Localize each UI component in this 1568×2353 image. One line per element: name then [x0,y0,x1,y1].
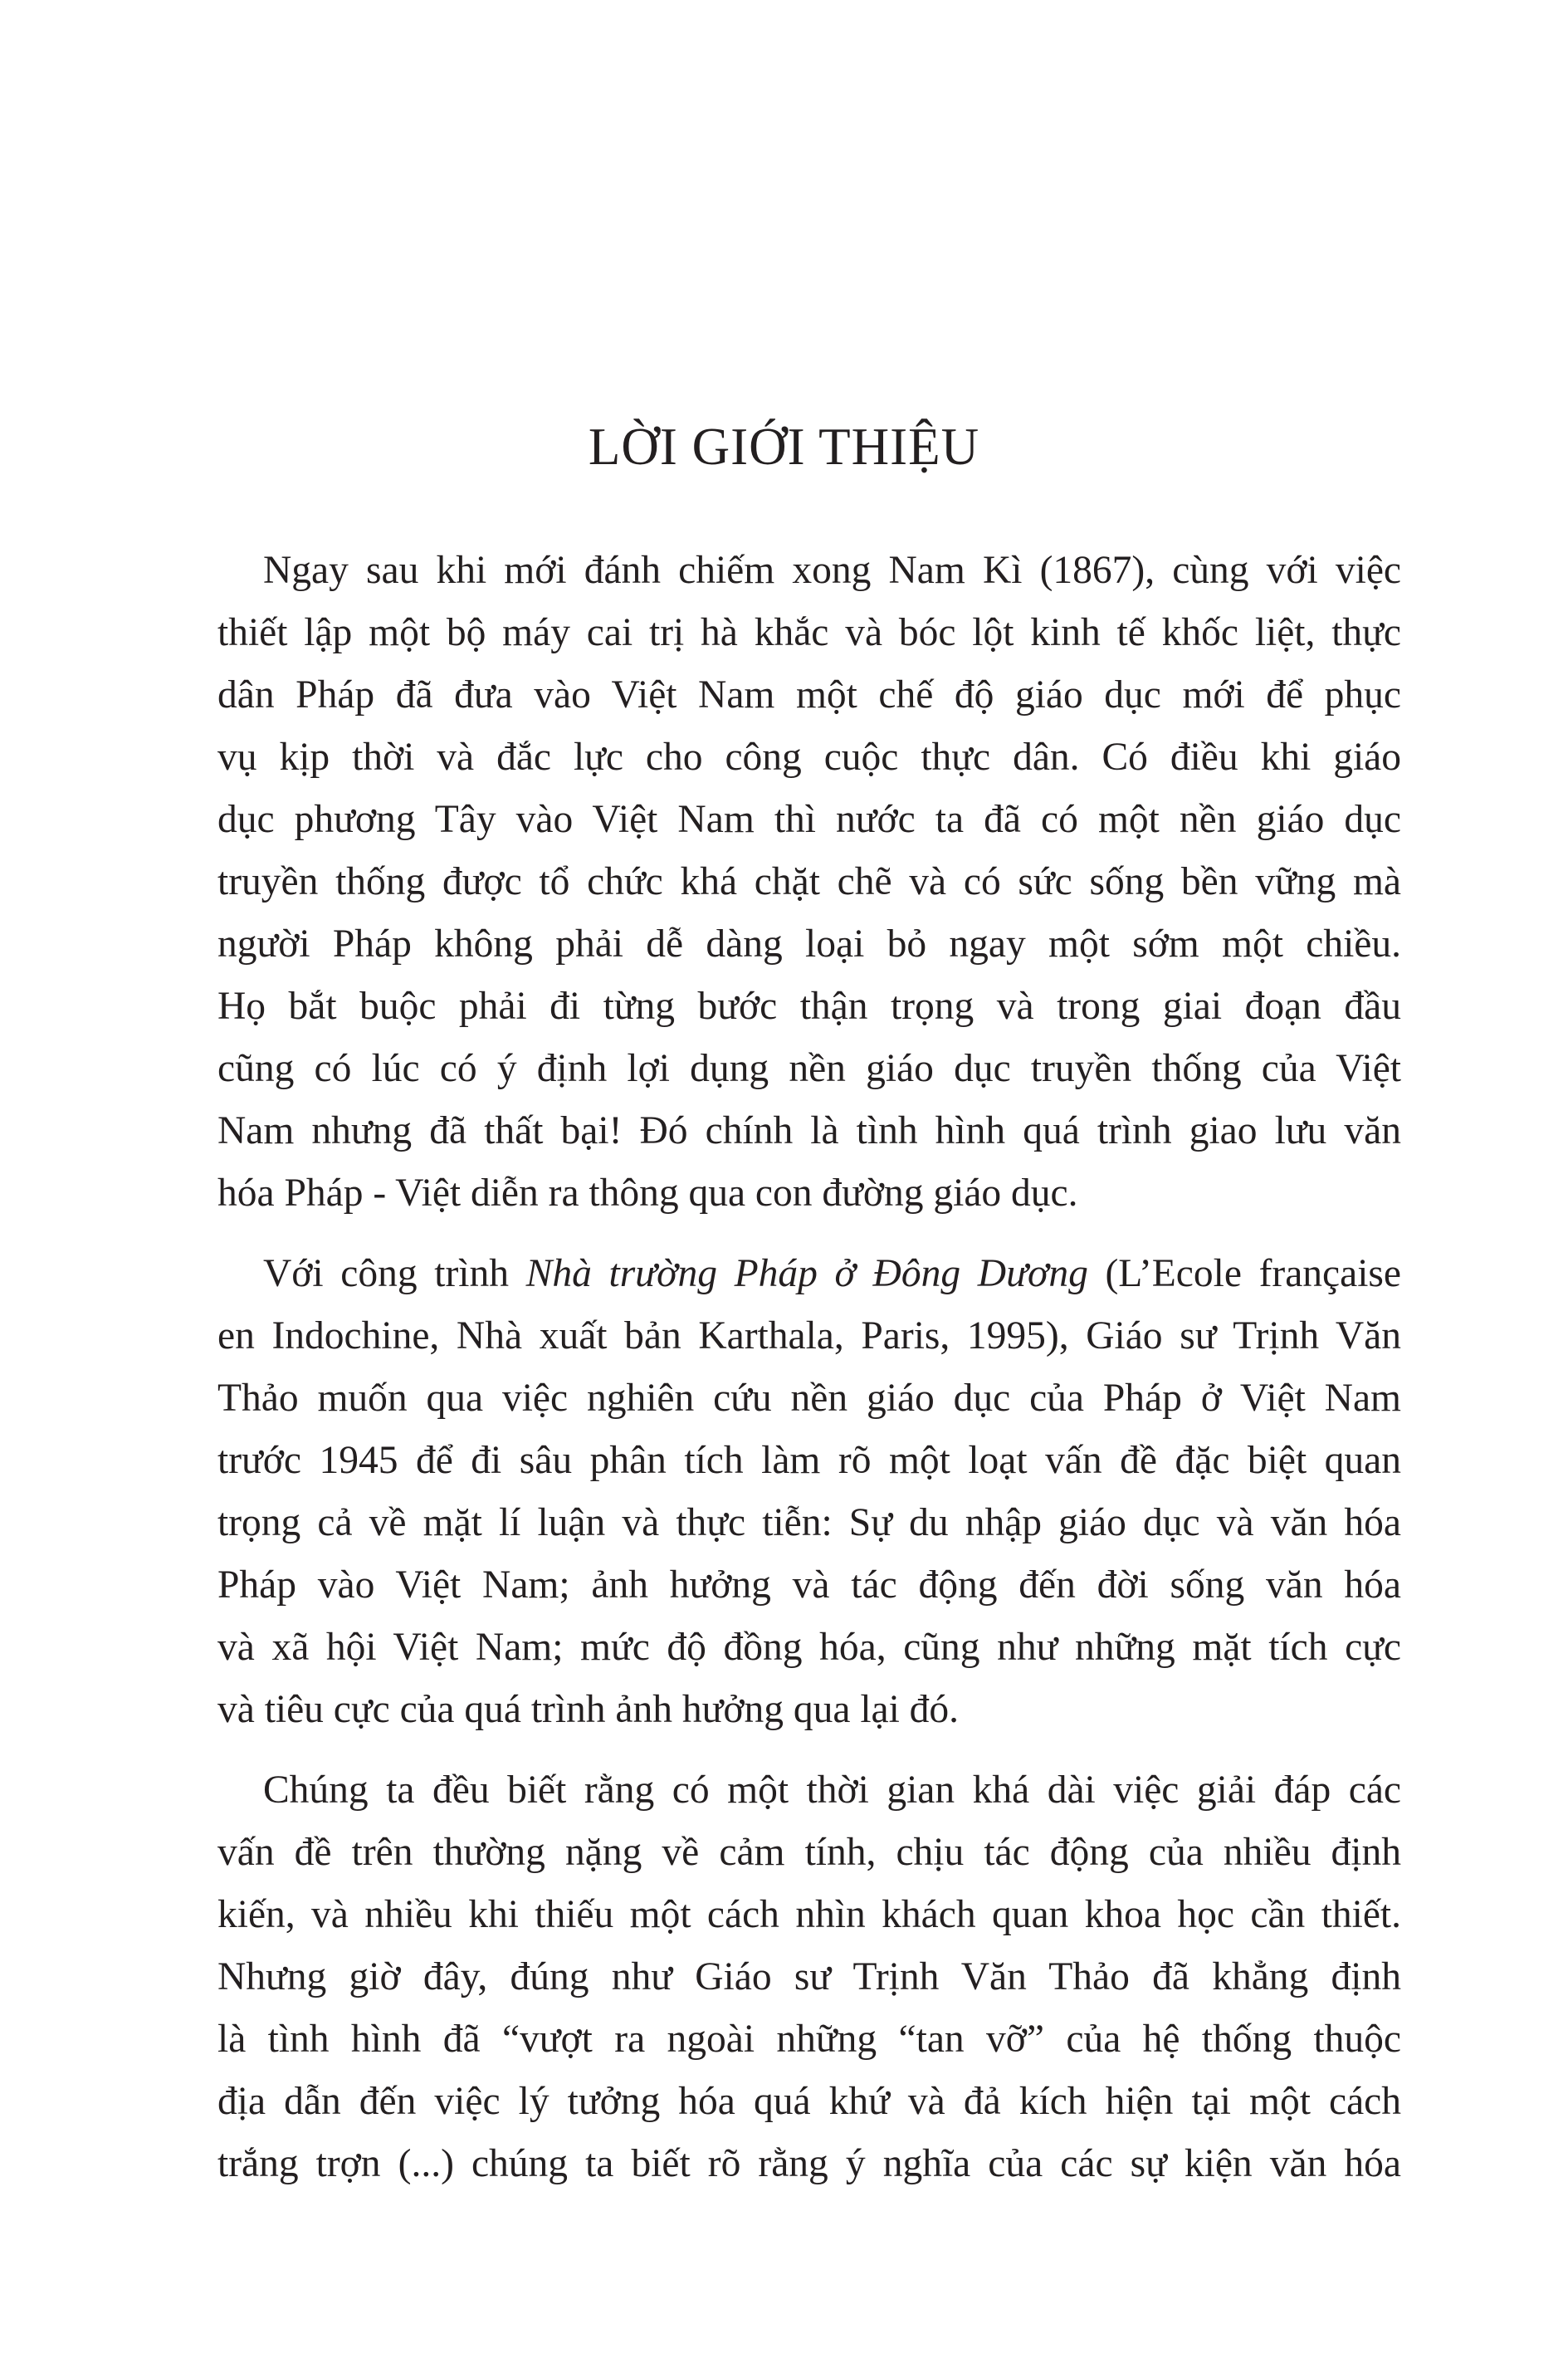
text-line [217,1243,1401,1305]
text-line: kiến, và nhiều khi thiếu một cách nhìn khách quan khoa học cần thiết. [217,1893,1401,1936]
text-line: người Pháp không phải dễ dàng loại bỏ ngay một sớm một chiều. [217,922,1401,966]
text-line: Chúng ta đều biết rằng có một thời gian khá dài việc giải đáp các [263,1768,1401,1812]
chapter-title: LỜI GIỚI THIỆU [588,418,980,476]
book-title-italic: Nhà trường Pháp ở Đông Dương [525,1252,1088,1295]
text-line: dục phương Tây vào Việt Nam thì nước ta đã có một nền giáo dục [217,798,1401,841]
text-run: (L’Ecole française [1087,1252,1401,1295]
text-line: Pháp vào Việt Nam; ảnh hưởng và tác động đến đời sống văn hóa [217,1563,1401,1607]
text-line: Ngay sau khi mới đánh chiếm xong Nam Kì (1867), cùng với việc [263,549,1401,592]
text-line: truyền thống được tổ chức khá chặt chẽ và có sức sống bền vững mà [217,860,1401,903]
text-line: địa dẫn đến việc lý tưởng hóa quá khứ và đả kích hiện tại một cách [217,2080,1401,2123]
text-line: thiết lập một bộ máy cai trị hà khắc và bóc lột kinh tế khốc liệt, thực [217,611,1401,654]
text-line: Thảo muốn qua việc nghiên cứu nền giáo dục của Pháp ở Việt Nam [217,1377,1401,1420]
text-line: trước 1945 để đi sâu phân tích làm rõ một loạt vấn đề đặc biệt quan [217,1439,1401,1482]
paragraph-1 [217,540,1401,1225]
text-line: dân Pháp đã đưa vào Việt Nam một chế độ giáo dục mới để phục [217,673,1401,717]
text-line: Họ bắt buộc phải đi từng bước thận trọng và trong giai đoạn đầu [217,985,1401,1028]
text-line: Nhưng giờ đây, đúng như Giáo sư Trịnh Văn Thảo đã khẳng định [217,1955,1401,1998]
text-line: vấn đề trên thường nặng về cảm tính, chịu tác động của nhiều định [217,1831,1401,1874]
paragraph-3 [217,1759,1401,2195]
body-text [217,540,1401,2214]
text-line: Nam nhưng đã thất bại! Đó chính là tình hình quá trình giao lưu văn [217,1109,1401,1152]
text-line: và xã hội Việt Nam; mức độ đồng hóa, cũng như những mặt tích cực [217,1626,1401,1669]
text-line: cũng có lúc có ý định lợi dụng nền giáo dục truyền thống của Việt [217,1047,1401,1090]
text-line: trắng trợn (...) chúng ta biết rõ rằng ý nghĩa của các sự kiện văn hóa [217,2142,1401,2185]
paragraph-2 [217,1243,1401,1741]
text-line: hóa Pháp - Việt diễn ra thông qua con đường giáo dục. [217,1172,1078,1215]
text-line: vụ kịp thời và đắc lực cho công cuộc thực dân. Có điều khi giáo [217,736,1401,779]
text-line: là tình hình đã “vượt ra ngoài những “tan vỡ” của hệ thống thuộc [217,2018,1401,2061]
text-line: trọng cả về mặt lí luận và thực tiễn: Sự du nhập giáo dục và văn hóa [217,1501,1401,1544]
text-line: en Indochine, Nhà xuất bản Karthala, Paris, 1995), Giáo sư Trịnh Văn [217,1314,1401,1358]
text-run: Với công trình [263,1252,526,1295]
text-line: và tiêu cực của quá trình ảnh hưởng qua lại đó. [217,1688,960,1731]
